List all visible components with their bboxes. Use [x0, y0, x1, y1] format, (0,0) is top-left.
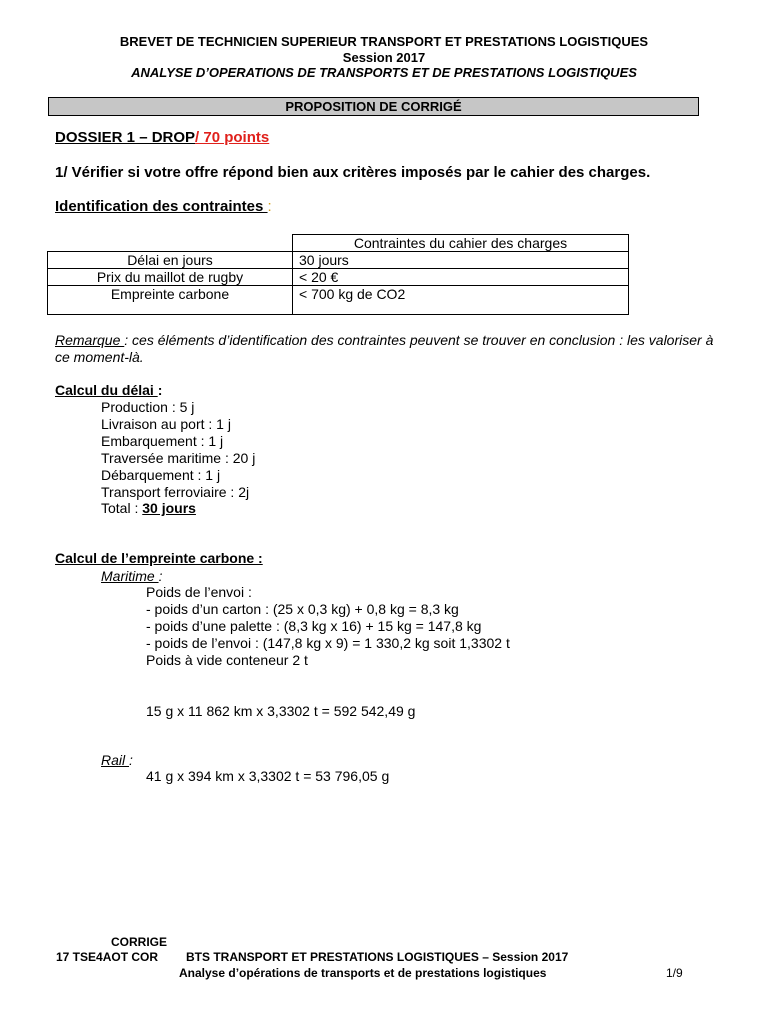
dossier-label: DOSSIER 1 – DROP [55, 129, 196, 146]
table-header-cell: Contraintes du cahier des charges [293, 235, 629, 252]
delai-item: Livraison au port : 1 j [101, 416, 231, 432]
identification-heading [55, 198, 272, 215]
remarque-label: Remarque [55, 332, 125, 348]
document-header-subtitle: ANALYSE D’OPERATIONS DE TRANSPORTS ET DE PRESTATIONS LOGISTIQUES [131, 65, 637, 80]
footer-corrige: CORRIGE [111, 935, 168, 949]
carbone-line: Poids à vide conteneur 2 t [146, 652, 308, 668]
delai-total-value: 30 jours [142, 500, 196, 516]
carbone-line: - poids d’un carton : (25 x 0,3 kg) + 0,8 kg = 8,3 kg [146, 601, 459, 617]
carbone-line: - poids de l’envoi : (147,8 kg x 9) = 1 330,2 kg soit 1,3302 t [146, 635, 510, 651]
delai-item: Débarquement : 1 j [101, 467, 221, 483]
proposition-banner: PROPOSITION DE CORRIGÉ [48, 97, 699, 116]
maritime-label: Maritime [101, 568, 159, 584]
table-row [48, 252, 629, 269]
table-corner-cell [48, 235, 293, 252]
delai-item: Embarquement : 1 j [101, 433, 224, 449]
maritime-heading [101, 568, 162, 585]
carbone-heading: Calcul de l’empreinte carbone : [55, 550, 263, 566]
rail-calculation: 41 g x 394 km x 3,3302 t = 53 796,05 g [146, 768, 390, 784]
footer-subtitle: Analyse d’opérations de transports et de prestations logistiques [179, 966, 547, 980]
delai-total [101, 500, 196, 517]
table-row-label: Empreinte carbone [48, 286, 293, 315]
question-1: 1/ Vérifier si votre offre répond bien aux critères imposés par le cahier des charges. [55, 164, 651, 181]
document-header-session: Session 2017 [342, 50, 426, 65]
table-row-value: < 20 € [293, 269, 629, 286]
remarque-paragraph [55, 332, 715, 366]
delai-item: Transport ferroviaire : 2j [101, 484, 250, 500]
constraints-table [47, 234, 629, 315]
table-row-value: 30 jours [293, 252, 629, 269]
dossier-heading [55, 129, 269, 146]
delai-item: Production : 5 j [101, 399, 195, 415]
table-row-label: Prix du maillot de rugby [48, 269, 293, 286]
remarque-text: : ces éléments d’identification des contraintes peuvent se trouver en conclusion : les valoriser à ce moment-là. [55, 332, 714, 365]
footer-page-number: 1/9 [666, 966, 683, 980]
delai-item: Traversée maritime : 20 j [101, 450, 256, 466]
identification-colon: : [267, 198, 272, 215]
delai-colon: : [157, 382, 163, 398]
delai-heading [55, 382, 162, 400]
maritime-calculation: 15 g x 11 862 km x 3,3302 t = 592 542,49 g [146, 703, 416, 719]
table-row-label: Délai en jours [48, 252, 293, 269]
document-header-title: BREVET DE TECHNICIEN SUPERIEUR TRANSPORT ET PRESTATIONS LOGISTIQUES [119, 34, 649, 49]
rail-heading [101, 752, 133, 769]
carbone-line: - poids d’une palette : (8,3 kg x 16) + 15 kg = 147,8 kg [146, 618, 482, 634]
delai-total-label: Total : [101, 500, 143, 516]
rail-colon: : [129, 752, 133, 768]
carbone-line: Poids de l’envoi : [146, 584, 252, 600]
rail-label: Rail [101, 752, 130, 768]
table-row [48, 286, 629, 315]
table-row-value: < 700 kg de CO2 [293, 286, 629, 315]
dossier-points: / 70 points [195, 129, 270, 146]
footer-title: BTS TRANSPORT ET PRESTATIONS LOGISTIQUES – Session 2017 [186, 950, 569, 964]
table-header-row [48, 235, 629, 252]
delai-title: Calcul du délai [55, 382, 158, 398]
maritime-colon: : [158, 568, 163, 584]
footer-code: 17 TSE4AOT COR [56, 950, 159, 964]
identification-label: Identification des contraintes [55, 198, 268, 215]
table-row [48, 269, 629, 286]
